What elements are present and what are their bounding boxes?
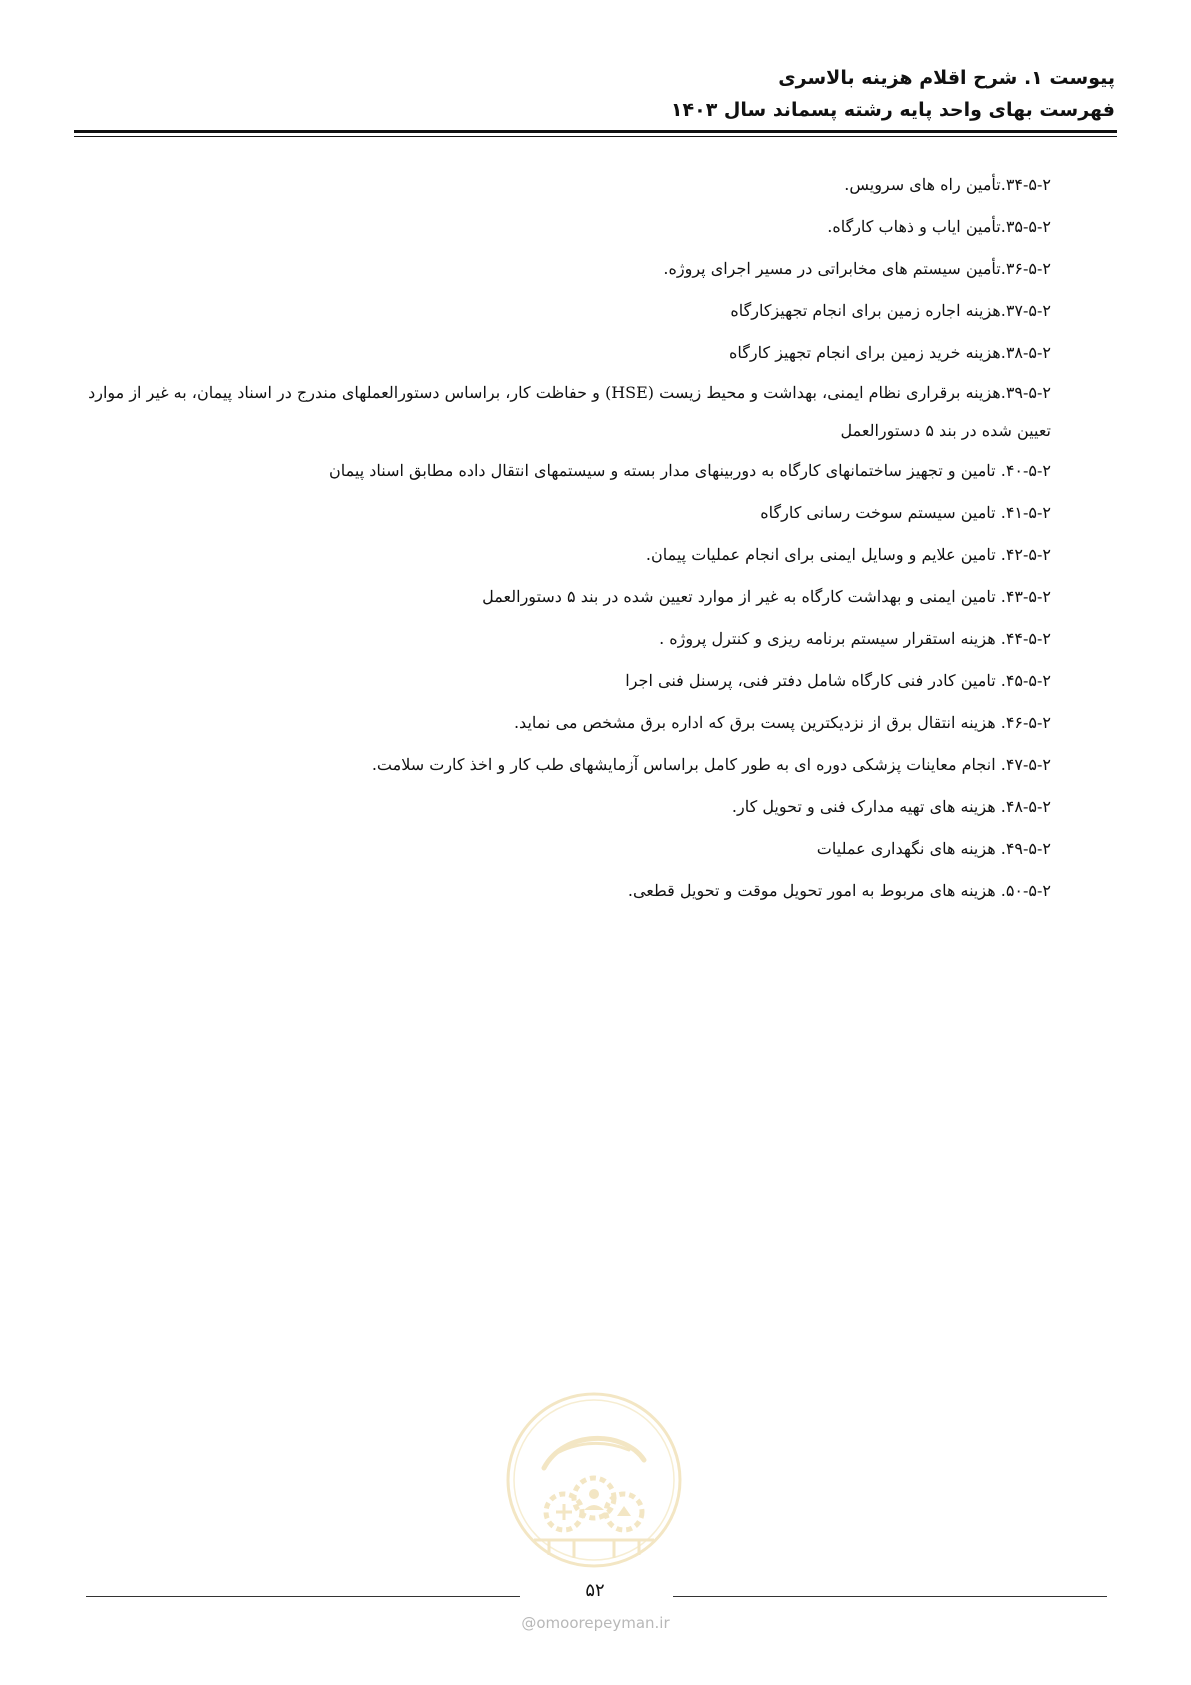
list-item: ۳۸-۵-۲.هزینه خرید زمین برای انجام تجهیز کارگاه <box>729 343 1051 362</box>
list-item: ۴۰-۵-۲. تامین و تجهیز ساختمانهای کارگاه به دوربینهای مدار بسته و سیستمهای انتقال داده مطابق اسناد پیمان <box>329 461 1051 480</box>
list-item: ۳۴-۵-۲.تأمین راه های سرویس. <box>844 175 1051 194</box>
list-item: ۳۶-۵-۲.تأمین سیستم های مخابراتی در مسیر اجرای پروژه. <box>663 259 1051 278</box>
header-title-line1: پیوست ۱. شرح اقلام هزینه بالاسری <box>778 67 1115 89</box>
omoore-peyman-seal-icon <box>504 1390 684 1570</box>
list-item: ۴۸-۵-۲. هزینه های تهیه مدارک فنی و تحویل کار. <box>731 797 1051 816</box>
list-item: ۳۹-۵-۲.هزینه برقراری نظام ایمنی، بهداشت و محیط زیست (HSE) و حفاظت کار، براساس دستورالعملهای مندرج در اسناد پیمان، به غیر از موارد تعیین شده در بند ۵ دستورالعمل <box>88 383 1051 440</box>
list-item: ۴۷-۵-۲. انجام معاینات پزشکی دوره ای به طور کامل براساس آزمایشهای طب کار و اخذ کارت سلامت. <box>371 755 1051 774</box>
list-item: ۳۷-۵-۲.هزینه اجاره زمین برای انجام تجهیزکارگاه <box>730 301 1051 320</box>
list-item: ۵۰-۵-۲. هزینه های مربوط به امور تحویل موقت و تحویل قطعی. <box>627 881 1051 900</box>
list-item: ۴۲-۵-۲. تامین علایم و وسایل ایمنی برای انجام عملیات پیمان. <box>645 545 1051 564</box>
list-item: ۴۱-۵-۲. تامین سیستم سوخت رسانی کارگاه <box>760 503 1051 522</box>
list-item: ۴۳-۵-۲. تامین ایمنی و بهداشت کارگاه به غیر از موارد تعیین شده در بند ۵ دستورالعمل <box>482 587 1051 606</box>
footer-rule-left <box>86 1596 520 1597</box>
list-item: ۴۶-۵-۲. هزینه انتقال برق از نزدیکترین پست برق که اداره برق مشخص می نماید. <box>513 713 1051 732</box>
page-header <box>76 62 1115 126</box>
footer-rule-right <box>673 1596 1107 1597</box>
list-item: ۴۹-۵-۲. هزینه های نگهداری عملیات <box>816 839 1051 858</box>
page-number: ۵۲ <box>585 1580 605 1601</box>
list-item: ۳۵-۵-۲.تأمین ایاب و ذهاب کارگاه. <box>827 217 1051 236</box>
header-title-line2: فهرست بهای واحد پایه رشته پسماند سال ۱۴۰۳ <box>670 99 1115 121</box>
list-item: ۴۵-۵-۲. تامین کادر فنی کارگاه شامل دفتر فنی، پرسنل فنی اجرا <box>625 671 1051 690</box>
site-watermark: @omoorepeyman.ir <box>521 1614 670 1632</box>
list-item: ۴۴-۵-۲. هزینه استقرار سیستم برنامه ریزی و کنترل پروژه . <box>659 629 1051 648</box>
header-rule-thin <box>74 136 1117 137</box>
header-rule-thick <box>74 130 1117 133</box>
overhead-items-list <box>80 164 1051 912</box>
